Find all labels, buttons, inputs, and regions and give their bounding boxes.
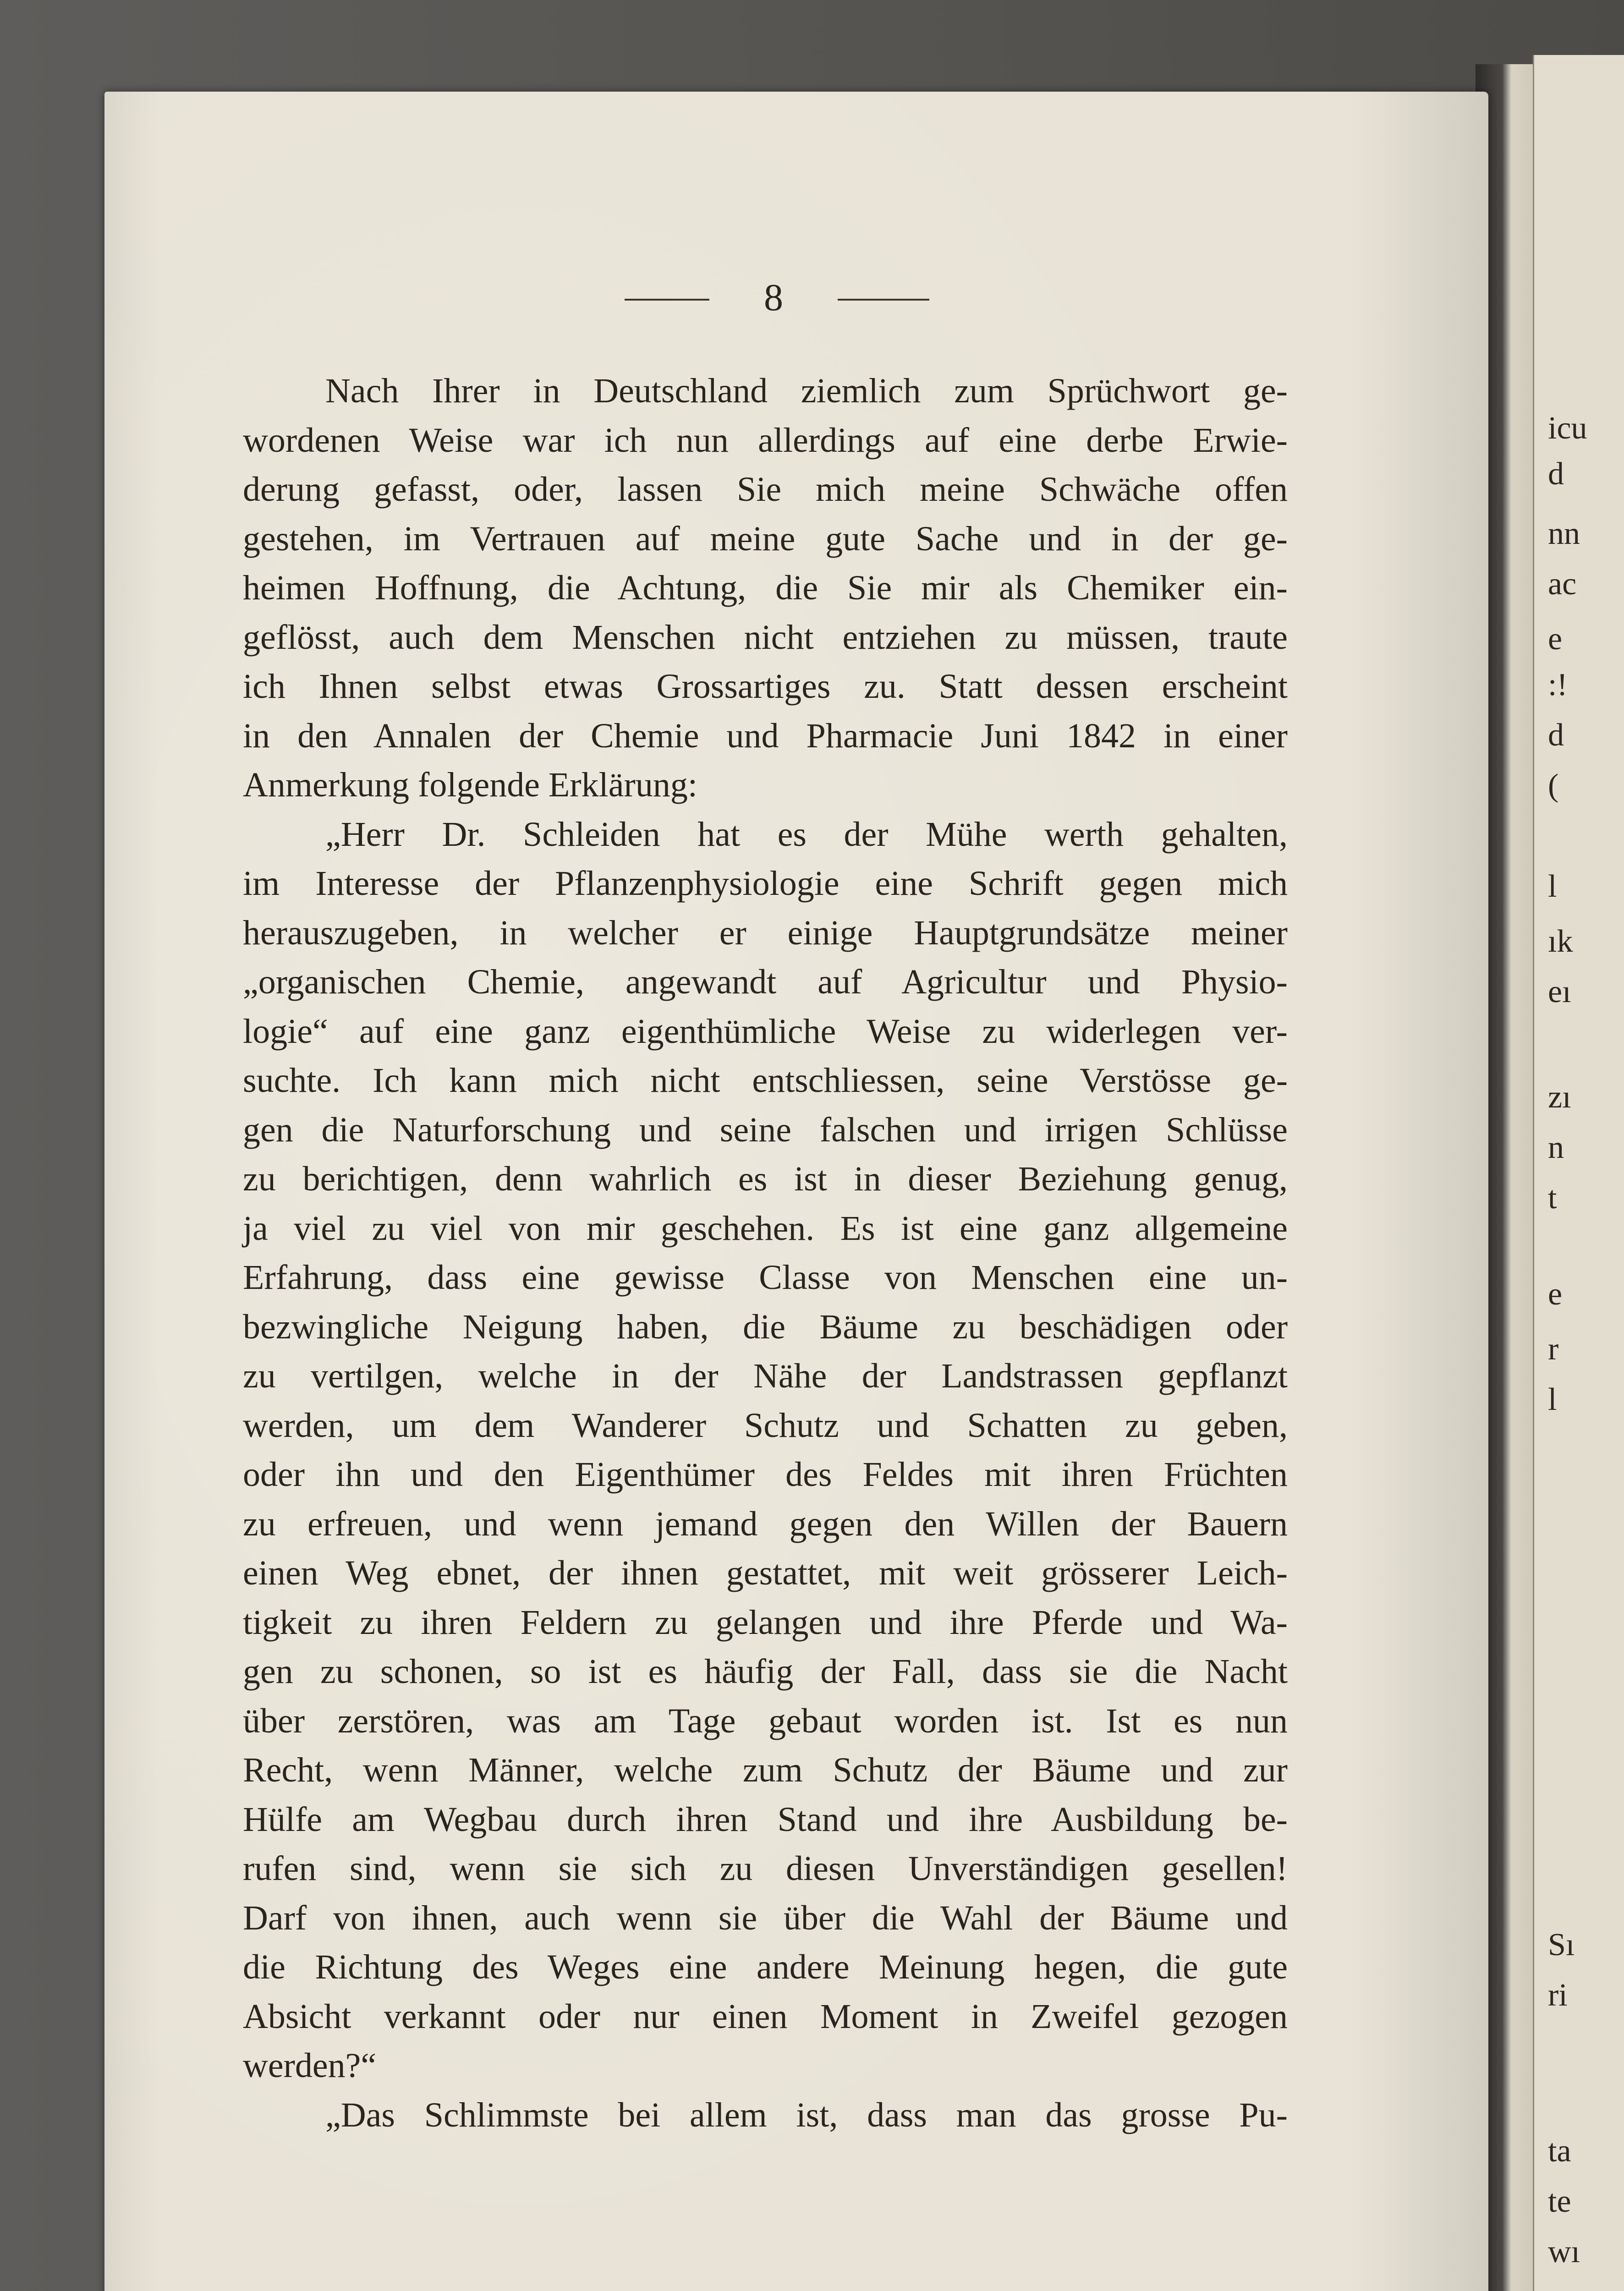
adjacent-page-fragment: e xyxy=(1548,621,1563,657)
adjacent-page-fragment: d xyxy=(1548,718,1564,753)
text-line: gestehen, im Vertrauen auf meine gute Sache und in der ge- xyxy=(243,519,1288,558)
text-line: „Das Schlimmste bei allem ist, dass man das grosse Pu- xyxy=(325,2095,1288,2134)
adjacent-page-fragment: ( xyxy=(1548,768,1559,803)
text-line: geflösst, auch dem Menschen nicht entziehen zu müssen, traute xyxy=(243,618,1288,657)
adjacent-page-fragment: Sı xyxy=(1548,1927,1575,1962)
text-line: ich Ihnen selbst etwas Grossartiges zu. Statt dessen erscheint xyxy=(243,667,1288,706)
adjacent-page-fragment: l xyxy=(1548,869,1557,904)
text-line: zu berichtigen, denn wahrlich es ist in dieser Beziehung genug, xyxy=(243,1160,1288,1198)
adjacent-page-fragment: wı xyxy=(1548,2234,1580,2269)
text-line: zu vertilgen, welche in der Nähe der Landstrassen gepflanzt xyxy=(243,1357,1288,1395)
header-rule-right xyxy=(838,299,929,301)
adjacent-page-fragment: l xyxy=(1548,1382,1557,1417)
text-line: Nach Ihrer in Deutschland ziemlich zum Sprüchwort ge- xyxy=(325,372,1288,410)
text-line: Anmerkung folgende Erklärung: xyxy=(243,766,697,804)
text-line: in den Annalen der Chemie und Pharmacie Juni 1842 in einer xyxy=(243,716,1288,755)
header-rule-left xyxy=(625,299,709,301)
text-line: werden, um dem Wanderer Schutz und Schatten zu geben, xyxy=(243,1406,1288,1445)
text-line: gen die Naturforschung und seine falschen und irrigen Schlüsse xyxy=(243,1110,1288,1149)
text-line: gen zu schonen, so ist es häufig der Fall, dass sie die Nacht xyxy=(243,1652,1288,1691)
text-line: wordenen Weise war ich nun allerdings auf eine derbe Erwie- xyxy=(243,421,1288,460)
text-line: einen Weg ebnet, der ihnen gestattet, mit weit grösserer Leich- xyxy=(243,1554,1288,1592)
text-line: logie“ auf eine ganz eigenthümliche Weise zu widerlegen ver- xyxy=(243,1012,1288,1051)
text-line: Erfahrung, dass eine gewisse Classe von Menschen eine un- xyxy=(243,1258,1288,1297)
adjacent-page-fragment: ri xyxy=(1548,1978,1568,2013)
page-number: 8 xyxy=(764,276,783,319)
text-line: „Herr Dr. Schleiden hat es der Mühe werth gehalten, xyxy=(325,815,1288,854)
text-line: tigkeit zu ihren Feldern zu gelangen und ihre Pferde und Wa- xyxy=(243,1603,1288,1642)
adjacent-page-edge xyxy=(1533,55,1624,2291)
text-line: oder ihn und den Eigenthümer des Feldes mit ihren Früchten xyxy=(243,1455,1288,1494)
text-line: herauszugeben, in welcher er einige Hauptgrundsätze meiner xyxy=(243,913,1288,952)
adjacent-page-fragment: te xyxy=(1548,2184,1571,2219)
adjacent-page-fragment: ta xyxy=(1548,2133,1571,2169)
text-line: heimen Hoffnung, die Achtung, die Sie mir als Chemiker ein- xyxy=(243,569,1288,607)
text-line: rufen sind, wenn sie sich zu diesen Unverständigen gesellen! xyxy=(243,1849,1288,1888)
text-line: derung gefasst, oder, lassen Sie mich meine Schwäche offen xyxy=(243,470,1288,509)
text-line: die Richtung des Weges eine andere Meinung hegen, die gute xyxy=(243,1948,1288,1986)
adjacent-page-fragment: nn xyxy=(1548,516,1580,551)
adjacent-page-fragment: eı xyxy=(1548,974,1571,1009)
adjacent-page-fragment: icu xyxy=(1548,411,1587,446)
text-line: Darf von ihnen, auch wenn sie über die Wahl der Bäume und xyxy=(243,1898,1288,1937)
text-line: zu erfreuen, und wenn jemand gegen den Willen der Bauern xyxy=(243,1504,1288,1543)
adjacent-page-fragment: t xyxy=(1548,1180,1557,1216)
adjacent-page-fragment: e xyxy=(1548,1277,1563,1312)
text-line: ja viel zu viel von mir geschehen. Es ist eine ganz allgemeine xyxy=(243,1209,1288,1248)
text-line: über zerstören, was am Tage gebaut worden ist. Ist es nun xyxy=(243,1701,1288,1740)
text-line: bezwingliche Neigung haben, die Bäume zu beschädigen oder xyxy=(243,1307,1288,1346)
adjacent-page-fragment: d xyxy=(1548,456,1564,492)
adjacent-page-fragment: n xyxy=(1548,1130,1564,1165)
text-line: Recht, wenn Männer, welche zum Schutz der Bäume und zur xyxy=(243,1751,1288,1789)
text-line: suchte. Ich kann mich nicht entschliessen, seine Verstösse ge- xyxy=(243,1061,1288,1100)
adjacent-page-fragment: :! xyxy=(1548,667,1568,702)
text-line: im Interesse der Pflanzenphysiologie eine Schrift gegen mich xyxy=(243,864,1288,903)
page-header xyxy=(104,275,1488,321)
adjacent-page-fragment: r xyxy=(1548,1332,1559,1367)
text-line: „organischen Chemie, angewandt auf Agricultur und Physio- xyxy=(243,963,1288,1001)
adjacent-page-fragment: ık xyxy=(1548,924,1573,959)
adjacent-page-fragment: zı xyxy=(1548,1080,1571,1115)
text-line: Hülfe am Wegbau durch ihren Stand und ihre Ausbildung be- xyxy=(243,1800,1288,1839)
body-text xyxy=(243,367,1288,2140)
text-line: Absicht verkannt oder nur einen Moment in Zweifel gezogen xyxy=(243,1997,1288,2036)
text-line: werden?“ xyxy=(243,2046,377,2085)
adjacent-page-fragment: ac xyxy=(1548,566,1577,602)
